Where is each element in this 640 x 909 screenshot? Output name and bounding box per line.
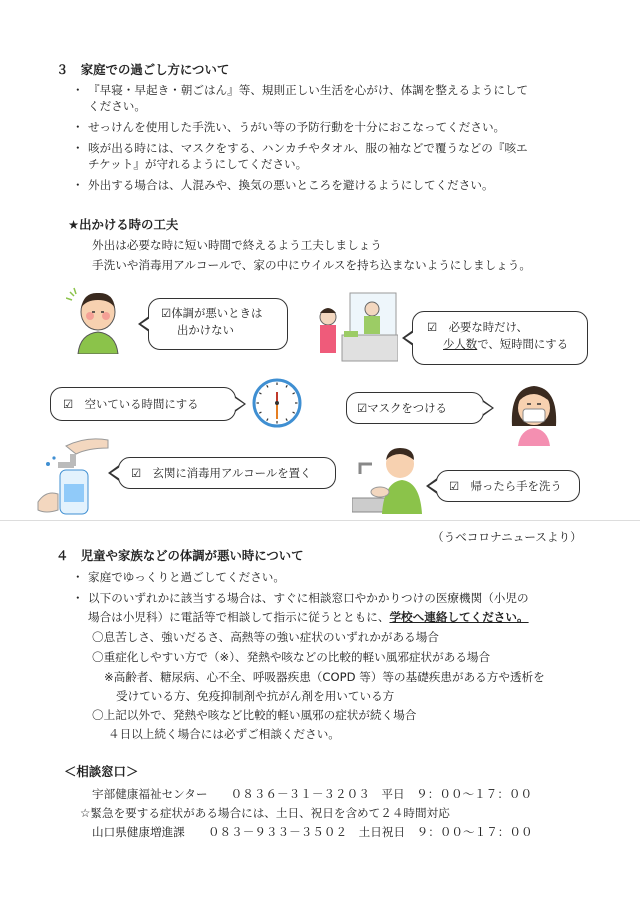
s4-circle-1: 〇息苦しさ、強いだるさ、高熱等の強い症状のいずれかがある場合 [92,630,439,644]
outing-title: ★出かける時の工夫 [68,217,179,232]
bubble-empty [50,387,236,421]
s4-contact-school: 学校へ連絡してください。 [389,610,529,624]
consult-title: ＜相談窓口＞ [64,764,139,779]
bubble-few-line-1: ☑ 必要な時だけ、 [427,320,528,334]
s3-bullet-3: ・ 咳が出る時には、マスクをする、ハンカチやタオル、服の袖などで覆うなどの『咳エ [88,140,528,156]
source-note: （うべコロナニュースより） [432,530,582,544]
s4-circle-2: 〇重症化しやすい方で（※）、発熱や咳などの比較的軽い風邪症状がある場合 [92,650,491,664]
s4-circle-3: 〇上記以外で、発熱や咳など比較的軽い風邪の症状が続く場合 [92,708,417,722]
bubble-mask [346,392,484,424]
s3-bullet-2: ・ せっけんを使用した手洗い、うがい等の予防行動を十分におこなってください。 [88,119,505,135]
bubble-wash-text: ☑ 帰ったら手を洗う [449,479,562,493]
s3-bullet-4: ・ 外出する場合は、人混みや、換気の悪いところを避けるようにしてください。 [88,177,494,193]
consult-line-2: ☆緊急を要する症状がある場合には、土日、祝日を含めて２４時間対応 [80,806,450,820]
bubble-mask-text: ☑マスクをつける [357,401,447,415]
bubble-sick-line-2: 出かけない [177,323,234,337]
s3-bullet-1: ・ 『早寝・早起き・朝ごはん』等、規則正しい生活を心がけ、体調を整えるようにして [88,82,528,98]
s4-bullet-1: ・ 家庭でゆっくりと過ごしてください。 [88,569,285,585]
outing-line-1: 外出は必要な時に短い時間で終えるよう工夫しましょう [92,238,382,252]
s4-note-2: 受けている方、免疫抑制剤や抗がん剤を用いている方 [116,689,395,703]
s4-note-1: ※高齢者、糖尿病、心不全、呼吸器疾患（COPD 等）等の基礎疾患がある方や透析を [104,670,545,684]
sick-child-illustration [66,286,126,354]
bubble-empty-text: ☑ 空いている時間にする [63,397,199,411]
section3-title: ３ 家庭での過ごし方について [56,62,230,77]
bubble-sick-line-1: ☑体調が悪いときは [161,306,263,320]
s4-circle-3-cont: ４日以上続く場合には必ずご相談ください。 [108,727,340,741]
bubble-few [412,311,588,365]
handwash-illustration [352,444,428,514]
consult-line-3: 山口県健康増進課 ０８３－９３３－３５０２ 土日祝日 ９：００～１７：００ [92,825,533,839]
bubble-sick [148,298,288,350]
outing-line-2: 手洗いや消毒用アルコールで、家の中にウイルスを持ち込まないようにしましょう。 [92,258,531,272]
section4-title: ４ 児童や家族などの体調が悪い時について [56,548,304,563]
bubble-few-rest: で、短時間にする [477,337,569,351]
s4-bullet-2-cont-text: 場合は小児科）に電話等で相談して指示に従うとともに、 [88,610,390,624]
bubble-wash [436,470,580,502]
masked-child-illustration [506,380,562,446]
s4-bullet-2: ・ 以下のいずれかに該当する場合は、すぐに相談窓口やかかりつけの医療機関（小児の [88,590,529,606]
s4-bullet-2-cont [88,609,529,625]
bubble-few-underlined: 少人数 [443,337,478,351]
s3-bullet-1-cont: ください。 [88,99,146,113]
alcohol-illustration [36,432,116,516]
section-divider [0,520,640,521]
clock-illustration [252,378,302,428]
bubble-alcohol-text: ☑ 玄関に消毒用アルコールを置く [131,466,312,480]
bubble-few-line-2 [427,336,587,353]
consult-line-1: 宇部健康福祉センター ０８３６－３１－３２０３ 平日 ９：００～１７：００ [92,787,533,801]
bubble-alcohol [118,457,336,489]
shop-counter-illustration [314,291,398,363]
s3-bullet-3-cont: チケット』が守れるようにしてください。 [88,157,308,171]
